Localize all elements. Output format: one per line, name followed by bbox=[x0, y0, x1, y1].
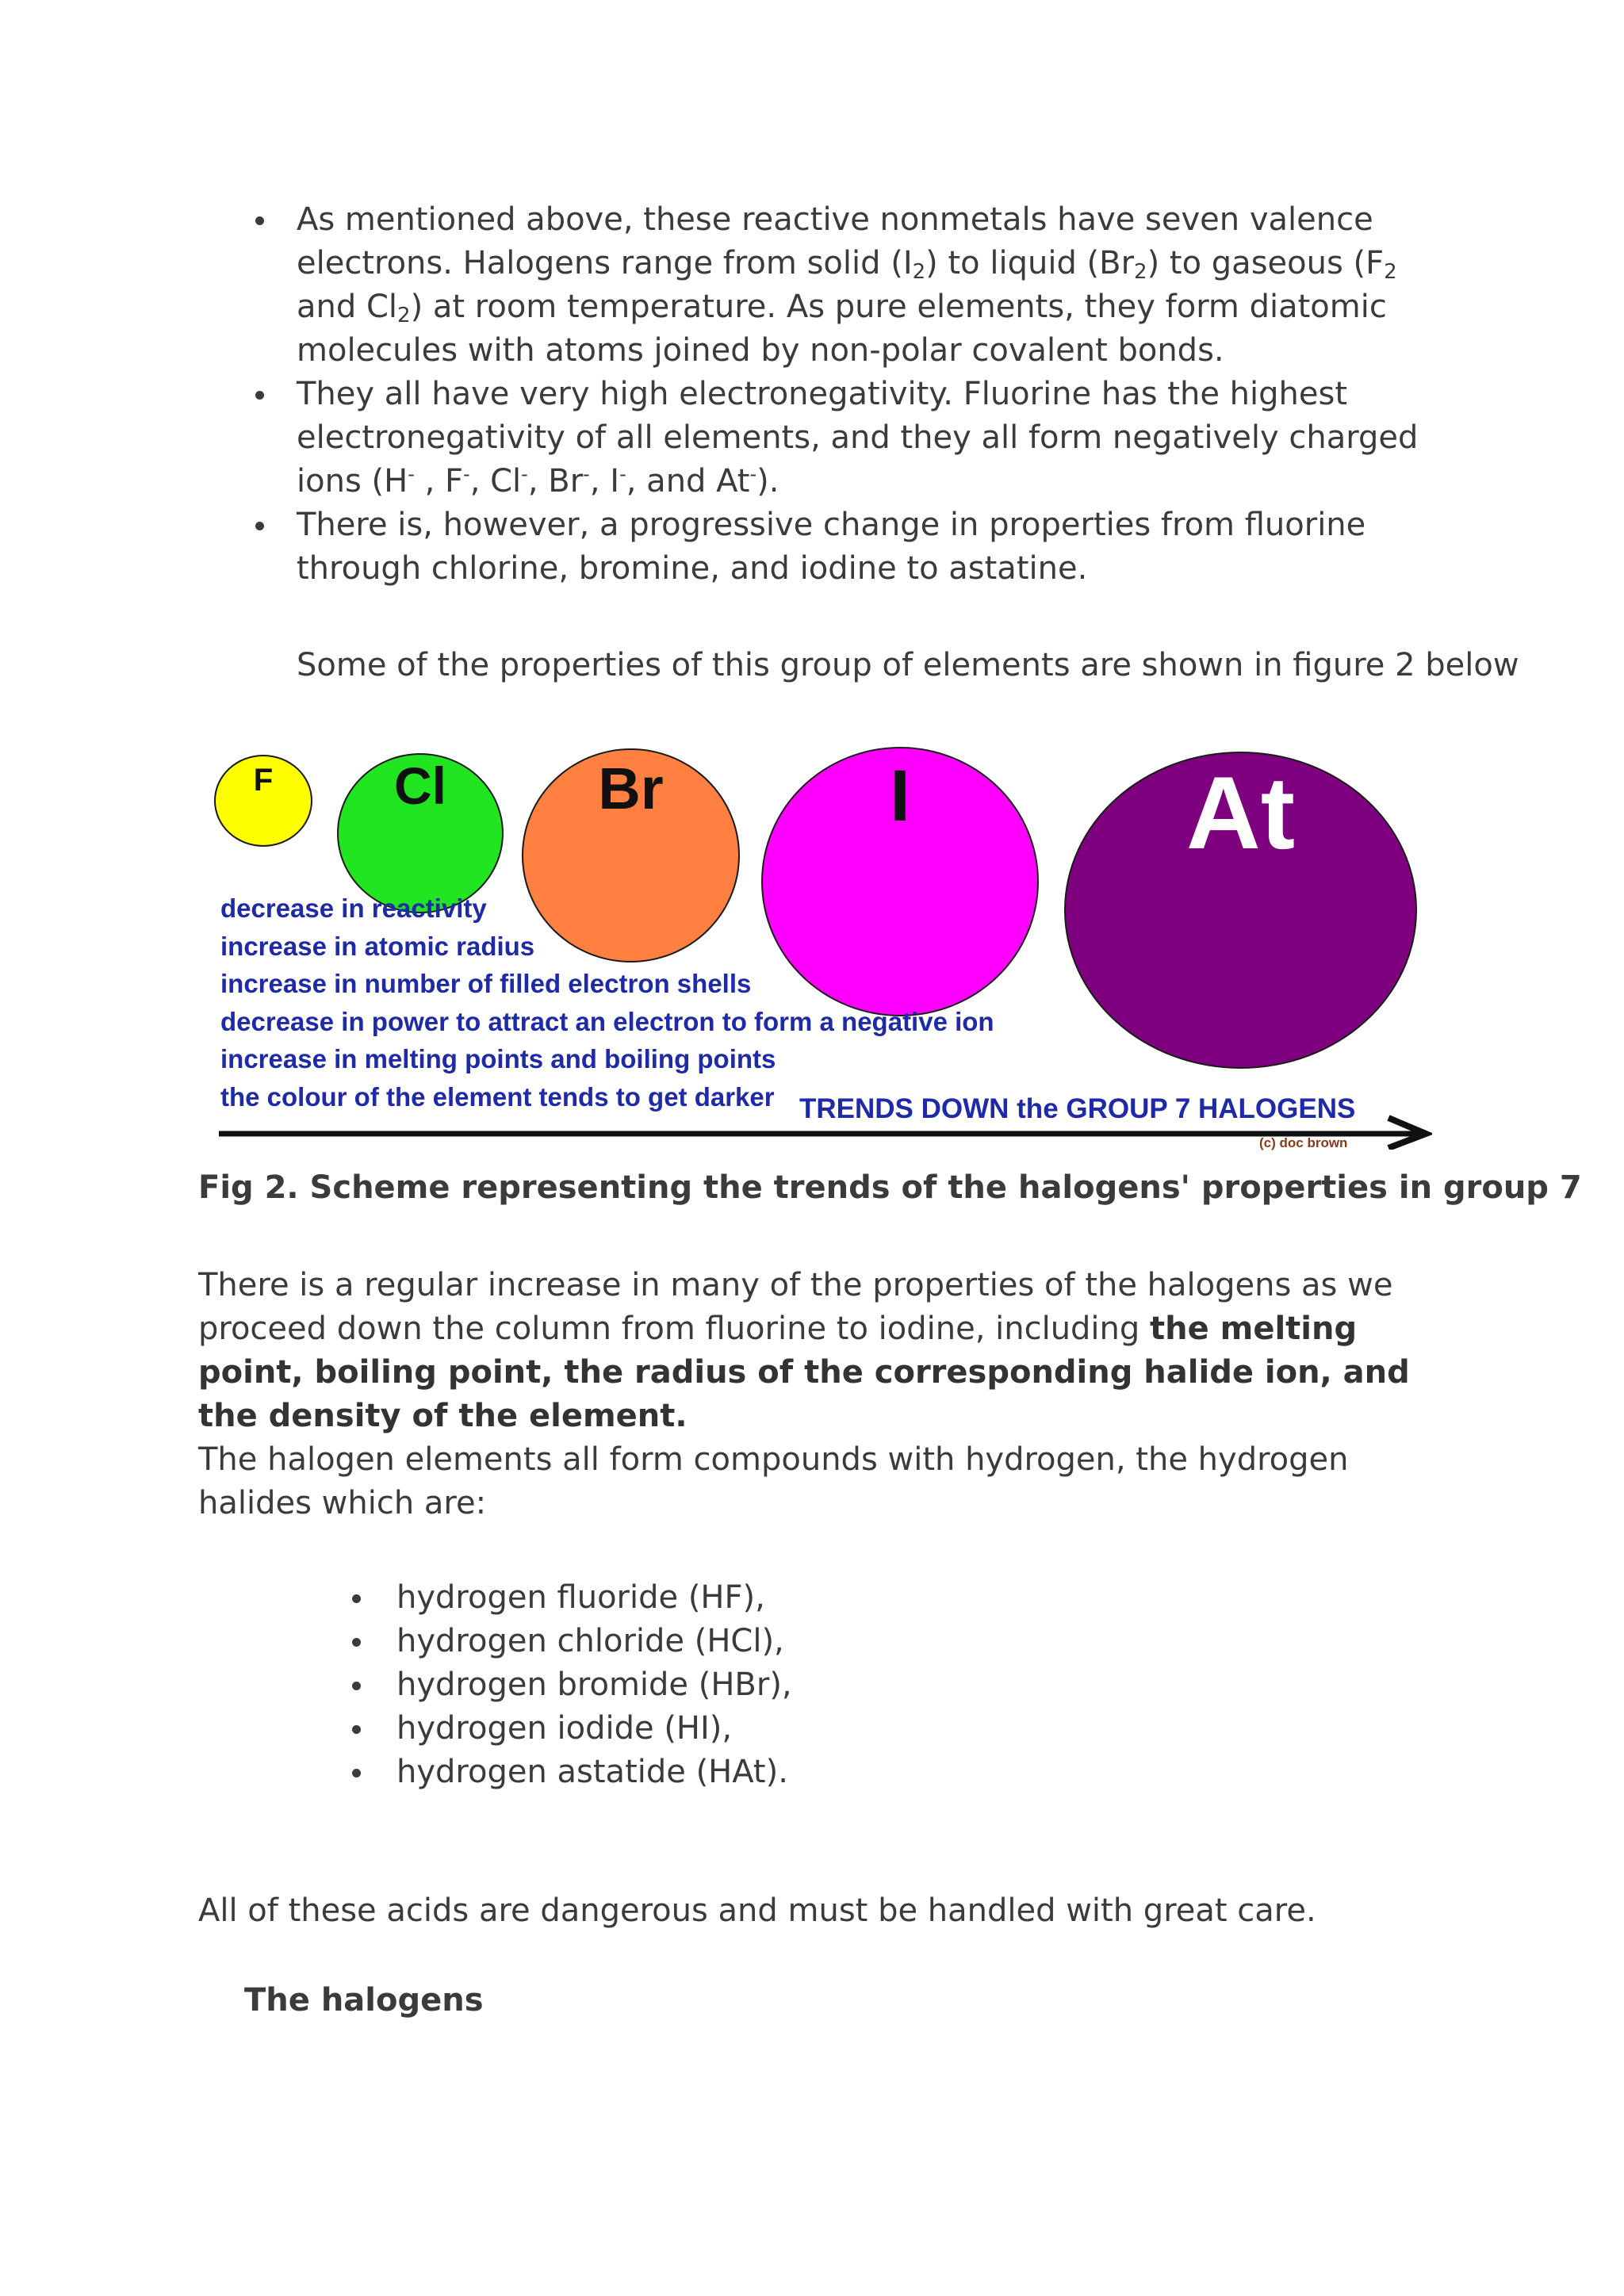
bullet-text: , Br bbox=[527, 463, 584, 499]
list-item bbox=[396, 1663, 792, 1707]
trend-title: TRENDS DOWN the GROUP 7 HALOGENS bbox=[799, 1093, 1356, 1124]
halide-text: hydrogen iodide (HI), bbox=[396, 1710, 733, 1747]
bullet-text: ) at room temperature. As pure elements, they form diatomic molecules with atoms joined by non-polar covalent bonds. bbox=[297, 289, 1387, 369]
hydrogen-halides-list bbox=[396, 1576, 792, 1794]
bullet-icon bbox=[352, 1769, 361, 1777]
list-item bbox=[396, 1751, 792, 1794]
bullet-icon bbox=[352, 1638, 361, 1647]
list-item bbox=[297, 373, 1438, 503]
figure-caption: Fig 2. Scheme representing the trends of the halogens' properties in group 7 bbox=[198, 1169, 1582, 1206]
halide-text: hydrogen astatide (HAt). bbox=[396, 1754, 788, 1790]
list-item bbox=[396, 1620, 792, 1663]
atom-symbol: Cl bbox=[394, 756, 446, 815]
superscript: - bbox=[749, 463, 757, 485]
trend-paragraph bbox=[198, 1264, 1451, 1438]
bullet-icon bbox=[352, 1725, 361, 1734]
trend-item: the colour of the element tends to get darker bbox=[220, 1081, 775, 1112]
atom-symbol: F bbox=[253, 763, 274, 798]
bullet-text: , and At bbox=[626, 463, 750, 499]
bullet-text: ) to liquid (Br bbox=[925, 245, 1135, 281]
paragraph-text: There is a regular increase in many of the properties of the halogens as we proceed down the column from fluorine to iodine, including bbox=[198, 1267, 1393, 1347]
bullet-text: , Cl bbox=[469, 463, 522, 499]
bullet-text: , F bbox=[414, 463, 464, 499]
trend-item: increase in atomic radius bbox=[220, 931, 535, 961]
bullet-text: As mentioned above, these reactive nonmetals have seven valence electrons. Halogens range from solid (I bbox=[297, 201, 1373, 281]
halogen-trends-figure bbox=[198, 737, 1427, 1161]
bullet-text: There is, however, a progressive change in properties from fluorine through chlorine, bromine, and iodine to astatine. bbox=[297, 507, 1366, 587]
superscript: - bbox=[463, 463, 470, 485]
bullet-icon bbox=[352, 1594, 361, 1603]
image-credit: (c) doc brown bbox=[1259, 1135, 1348, 1150]
safety-warning-text: All of these acids are dangerous and must be handled with great care. bbox=[198, 1892, 1316, 1929]
atom-fluorine bbox=[214, 755, 312, 847]
atom-astatine bbox=[1064, 752, 1417, 1069]
trend-item: increase in melting points and boiling points bbox=[220, 1044, 776, 1073]
bullet-text: and Cl bbox=[297, 289, 398, 325]
bullet-icon bbox=[255, 216, 264, 225]
bullet-text: ). bbox=[756, 463, 779, 499]
superscript: - bbox=[521, 463, 528, 485]
bullet-text: ) to gaseous (F bbox=[1147, 245, 1385, 281]
list-item bbox=[396, 1576, 792, 1620]
properties-bullet-list bbox=[297, 198, 1438, 591]
subscript: 2 bbox=[1134, 260, 1147, 284]
trend-item: decrease in power to attract an electron to form a negative ion bbox=[220, 1006, 994, 1036]
subscript: 2 bbox=[912, 260, 926, 284]
superscript: - bbox=[619, 463, 626, 485]
trend-item: increase in number of filled electron shells bbox=[220, 969, 752, 998]
trend-list bbox=[220, 890, 994, 1115]
list-item bbox=[297, 198, 1438, 373]
bullet-icon bbox=[255, 391, 264, 400]
superscript: - bbox=[583, 463, 590, 485]
trend-item: decrease in reactivity bbox=[220, 894, 487, 923]
atom-symbol: Br bbox=[598, 756, 664, 821]
halide-text: hydrogen chloride (HCl), bbox=[396, 1623, 784, 1659]
superscript: - bbox=[408, 463, 415, 485]
atom-symbol: I bbox=[890, 756, 910, 836]
bullet-text: They all have very high electronegativity. Fluorine has the highest electronegativity of all elements, and they all form negatively charged ions (H bbox=[297, 376, 1419, 499]
subscript: 2 bbox=[1384, 260, 1397, 284]
list-item bbox=[396, 1707, 792, 1751]
list-item bbox=[297, 503, 1438, 591]
atom-symbol: At bbox=[1185, 755, 1296, 871]
halide-text: hydrogen bromide (HBr), bbox=[396, 1667, 792, 1703]
halides-intro-paragraph: The halogen elements all form compounds with hydrogen, the hydrogen halides which are: bbox=[198, 1441, 1349, 1521]
section-heading: The halogens bbox=[244, 1982, 484, 2019]
paragraph-bold-text: the melting point, boiling point, the radius of the corresponding halide ion, and the density of the element. bbox=[198, 1311, 1410, 1434]
bullet-icon bbox=[352, 1682, 361, 1690]
subscript: 2 bbox=[397, 304, 411, 327]
figure-intro-text: Some of the properties of this group of elements are shown in figure 2 below bbox=[297, 647, 1519, 683]
bullet-icon bbox=[255, 522, 264, 530]
halide-text: hydrogen fluoride (HF), bbox=[396, 1579, 765, 1616]
bullet-text: , I bbox=[589, 463, 620, 499]
